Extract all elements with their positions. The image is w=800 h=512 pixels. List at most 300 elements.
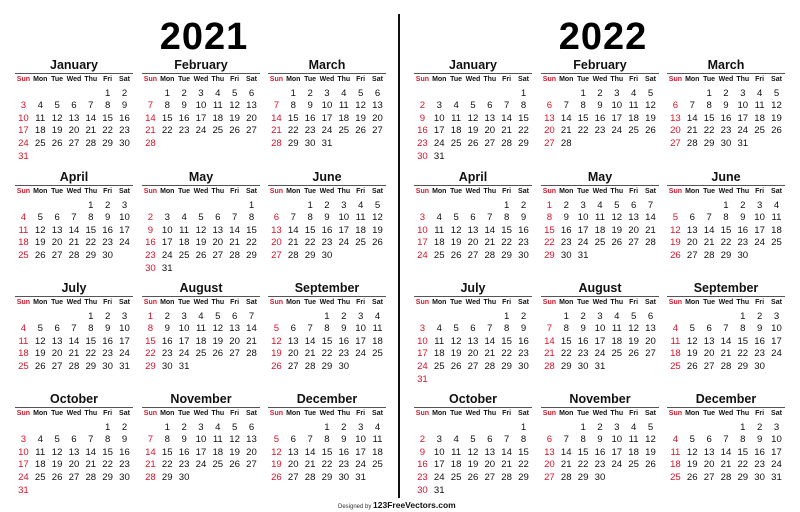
- day-cell: 15: [720, 224, 732, 236]
- empty-cell: [32, 485, 49, 498]
- day-cell: 11: [670, 446, 681, 458]
- day-cell: 11: [434, 224, 445, 236]
- day-cell: 7: [307, 323, 313, 335]
- day-cell: 24: [18, 471, 29, 483]
- day-cell: 6: [71, 434, 77, 446]
- day-cell: 2: [307, 87, 313, 99]
- month-name: May: [188, 170, 214, 184]
- day-cell: 21: [484, 348, 496, 360]
- day-cell: 31: [577, 249, 589, 261]
- footer-credit: [338, 500, 456, 512]
- weekday-label: Wed: [592, 410, 608, 417]
- day-cell: 11: [372, 434, 383, 446]
- day-cell: 20: [372, 112, 383, 124]
- day-cell: 5: [689, 434, 695, 446]
- day-cell: 12: [686, 335, 698, 347]
- empty-cell: [99, 485, 116, 498]
- day-cell: 21: [85, 459, 97, 471]
- weekday-label: Wed: [66, 299, 82, 306]
- day-cell: 27: [628, 237, 639, 249]
- empty-cell: [718, 422, 735, 435]
- day-cell: 30: [417, 484, 428, 496]
- day-cell: 28: [720, 471, 732, 483]
- day-cell: 16: [577, 335, 589, 347]
- month-name: February: [174, 58, 228, 72]
- empty-cell: [448, 88, 465, 101]
- day-cell: 25: [178, 249, 190, 261]
- day-cell: 31: [355, 471, 366, 483]
- day-cell: 6: [54, 212, 60, 224]
- week-row: [667, 250, 785, 263]
- day-cell: 17: [594, 335, 606, 347]
- footer-site: 123FreeVectors.com: [373, 500, 456, 510]
- month-november: [541, 392, 659, 485]
- day-cell: 22: [161, 459, 173, 471]
- day-cell: 13: [645, 323, 656, 335]
- day-cell: 31: [771, 471, 782, 483]
- day-cell: 24: [178, 348, 190, 360]
- day-cell: 19: [771, 112, 782, 124]
- day-cell: 23: [178, 125, 190, 137]
- day-cell: 11: [670, 335, 681, 347]
- day-cell: 15: [321, 446, 333, 458]
- empty-cell: [209, 200, 226, 213]
- day-cell: 29: [518, 137, 529, 149]
- month-june: [667, 170, 785, 263]
- day-cell: 6: [706, 323, 712, 335]
- weekday-label: Tue: [178, 188, 191, 195]
- empty-cell: [352, 250, 369, 263]
- day-cell: 19: [670, 237, 681, 249]
- day-cell: 30: [304, 137, 316, 149]
- day-cell: 23: [417, 137, 428, 149]
- day-cell: 31: [178, 360, 190, 372]
- day-cell: 9: [520, 212, 527, 224]
- day-cell: 4: [20, 323, 27, 335]
- week-row: [142, 336, 260, 349]
- day-cell: 25: [212, 125, 224, 137]
- empty-cell: [243, 361, 260, 374]
- day-cell: 18: [178, 237, 190, 249]
- day-cell: 14: [85, 446, 97, 458]
- day-cell: 12: [51, 112, 63, 124]
- day-cell: 20: [68, 125, 80, 137]
- day-cell: 21: [703, 237, 715, 249]
- empty-cell: [667, 88, 684, 101]
- week-row: [268, 323, 386, 336]
- day-cell: 20: [686, 237, 698, 249]
- week-row: [142, 263, 260, 276]
- day-cell: 8: [520, 100, 527, 112]
- empty-cell: [625, 361, 642, 374]
- empty-cell: [99, 151, 116, 164]
- day-cell: 29: [145, 360, 156, 372]
- empty-cell: [498, 422, 515, 435]
- week-row: [268, 225, 386, 238]
- day-cell: 21: [484, 237, 496, 249]
- day-cell: 13: [544, 446, 555, 458]
- empty-cell: [608, 361, 625, 374]
- weekday-label: Sun: [143, 76, 158, 83]
- day-cell: 15: [501, 335, 512, 347]
- day-cell: 29: [577, 471, 589, 483]
- day-cell: 12: [229, 434, 240, 446]
- day-cell: 7: [290, 212, 296, 224]
- weekday-label: Mon: [685, 76, 700, 83]
- month-name: August: [179, 281, 223, 295]
- empty-cell: [268, 200, 285, 213]
- day-cell: 9: [580, 323, 586, 335]
- day-cell: 20: [229, 335, 240, 347]
- day-cell: 5: [54, 434, 60, 446]
- day-cell: 2: [341, 310, 347, 322]
- day-cell: 14: [229, 224, 240, 236]
- day-cell: 14: [68, 224, 80, 236]
- day-cell: 6: [546, 434, 553, 446]
- day-cell: 14: [145, 446, 156, 458]
- weekday-label: Sat: [119, 76, 130, 83]
- day-cell: 15: [304, 224, 316, 236]
- day-cell: 4: [181, 212, 187, 224]
- day-cell: 11: [451, 112, 462, 124]
- empty-cell: [592, 250, 609, 263]
- week-row: [414, 323, 532, 336]
- empty-cell: [515, 374, 532, 387]
- day-cell: 20: [51, 348, 63, 360]
- day-cell: 31: [321, 137, 333, 149]
- day-cell: 10: [18, 446, 29, 458]
- day-cell: 25: [754, 125, 765, 137]
- empty-cell: [642, 138, 659, 151]
- day-cell: 26: [686, 360, 698, 372]
- day-cell: 4: [374, 421, 381, 433]
- day-cell: 14: [484, 335, 496, 347]
- weekday-label: Thu: [337, 299, 351, 306]
- weekday-label: Fri: [629, 76, 639, 83]
- day-cell: 15: [737, 446, 749, 458]
- empty-cell: [159, 200, 176, 213]
- day-cell: 7: [231, 212, 238, 224]
- day-cell: 25: [18, 360, 29, 372]
- day-cell: 3: [121, 199, 128, 211]
- weekday-label: Fri: [502, 76, 512, 83]
- day-cell: 24: [611, 125, 623, 137]
- day-cell: 5: [647, 87, 654, 99]
- day-cell: 21: [304, 348, 316, 360]
- empty-cell: [335, 250, 352, 263]
- day-cell: 12: [229, 100, 240, 112]
- day-cell: 26: [611, 237, 623, 249]
- day-cell: 20: [68, 459, 80, 471]
- day-cell: 28: [85, 137, 97, 149]
- day-cell: 30: [102, 249, 113, 261]
- month-name: July: [61, 281, 87, 295]
- empty-cell: [193, 472, 210, 485]
- weekday-label: Mon: [559, 76, 574, 83]
- day-cell: 5: [689, 323, 695, 335]
- day-cell: 21: [229, 237, 240, 249]
- day-cell: 1: [520, 87, 527, 99]
- empty-cell: [268, 422, 285, 435]
- day-cell: 15: [161, 446, 173, 458]
- day-cell: 15: [518, 112, 529, 124]
- empty-cell: [481, 200, 498, 213]
- empty-cell: [608, 472, 625, 485]
- day-cell: 5: [357, 87, 364, 99]
- week-row: [667, 336, 785, 349]
- empty-cell: [32, 151, 49, 164]
- week-row: [268, 250, 386, 263]
- day-cell: 30: [737, 249, 749, 261]
- day-cell: 10: [417, 335, 428, 347]
- day-cell: 1: [740, 421, 746, 433]
- day-cell: 16: [321, 224, 333, 236]
- day-cell: 10: [119, 212, 130, 224]
- week-row: [541, 113, 659, 126]
- day-cell: 3: [614, 421, 620, 433]
- weekday-label: Fri: [755, 410, 765, 417]
- day-cell: 23: [720, 125, 732, 137]
- weekday-label: Sat: [645, 188, 656, 195]
- day-cell: 9: [563, 212, 569, 224]
- day-cell: 7: [88, 434, 94, 446]
- week-row: [541, 125, 659, 138]
- day-cell: 28: [501, 137, 512, 149]
- weekday-label: Thu: [610, 410, 624, 417]
- day-cell: 28: [686, 137, 698, 149]
- empty-cell: [243, 138, 260, 151]
- day-cell: 17: [611, 446, 623, 458]
- weekday-label: Wed: [592, 188, 608, 195]
- year-2021-calendar: [15, 0, 393, 500]
- day-cell: 3: [740, 87, 746, 99]
- week-row: [414, 225, 532, 238]
- day-cell: 3: [164, 212, 170, 224]
- day-cell: 6: [273, 212, 280, 224]
- weekday-label: Fri: [755, 299, 765, 306]
- empty-cell: [49, 151, 66, 164]
- weekday-label: Tue: [450, 299, 463, 306]
- day-cell: 29: [102, 471, 113, 483]
- day-cell: 15: [85, 224, 97, 236]
- month-rule: [268, 407, 386, 408]
- empty-cell: [431, 374, 448, 387]
- day-cell: 13: [246, 434, 257, 446]
- day-cell: 27: [703, 360, 715, 372]
- weekday-label: Thu: [483, 410, 497, 417]
- day-cell: 27: [467, 249, 479, 261]
- day-cell: 25: [771, 237, 782, 249]
- day-cell: 19: [51, 459, 63, 471]
- day-cell: 9: [740, 212, 746, 224]
- day-cell: 23: [754, 348, 765, 360]
- day-cell: 1: [706, 87, 712, 99]
- day-cell: 23: [560, 237, 572, 249]
- day-cell: 2: [341, 421, 347, 433]
- day-cell: 20: [544, 125, 555, 137]
- day-cell: 31: [433, 484, 445, 496]
- day-cell: 29: [703, 137, 715, 149]
- day-cell: 2: [520, 199, 527, 211]
- day-cell: 19: [229, 446, 240, 458]
- empty-cell: [498, 151, 515, 164]
- day-cell: 24: [771, 348, 782, 360]
- day-cell: 27: [246, 125, 257, 137]
- day-cell: 9: [341, 323, 347, 335]
- day-cell: 14: [145, 112, 156, 124]
- day-cell: 2: [597, 421, 603, 433]
- day-cell: 4: [436, 212, 442, 224]
- day-cell: 7: [689, 100, 695, 112]
- day-cell: 31: [161, 262, 173, 274]
- day-cell: 13: [544, 112, 555, 124]
- week-row: [142, 125, 260, 138]
- day-cell: 6: [374, 87, 381, 99]
- empty-cell: [32, 200, 49, 213]
- empty-cell: [541, 311, 558, 324]
- day-cell: 22: [577, 125, 589, 137]
- day-cell: 9: [520, 323, 527, 335]
- day-cell: 25: [594, 237, 606, 249]
- weekday-header: [15, 298, 133, 311]
- weekday-label: Sat: [771, 410, 782, 417]
- empty-cell: [684, 311, 701, 324]
- day-cell: 27: [484, 471, 496, 483]
- weekday-label: Mon: [685, 410, 700, 417]
- weekday-label: Sat: [372, 188, 383, 195]
- day-cell: 19: [450, 348, 462, 360]
- day-cell: 22: [501, 237, 512, 249]
- day-cell: 23: [518, 237, 529, 249]
- weekday-label: Mon: [286, 188, 301, 195]
- day-cell: 22: [85, 237, 97, 249]
- week-row: [142, 100, 260, 113]
- empty-cell: [608, 250, 625, 263]
- empty-cell: [369, 472, 386, 485]
- week-row: [667, 200, 785, 213]
- day-cell: 20: [287, 459, 299, 471]
- weekday-label: Tue: [703, 410, 716, 417]
- day-cell: 27: [68, 471, 80, 483]
- day-cell: 10: [771, 323, 782, 335]
- day-cell: 7: [487, 323, 493, 335]
- day-cell: 13: [686, 224, 698, 236]
- year-title: 2022: [558, 16, 648, 58]
- day-cell: 29: [85, 360, 97, 372]
- day-cell: 12: [51, 446, 63, 458]
- empty-cell: [431, 422, 448, 435]
- weekday-label: Sun: [143, 299, 158, 306]
- day-cell: 25: [670, 471, 681, 483]
- month-april: [414, 170, 532, 263]
- day-cell: 4: [37, 100, 43, 112]
- day-cell: 7: [647, 199, 654, 211]
- week-row: [15, 125, 133, 138]
- day-cell: 12: [34, 224, 46, 236]
- day-cell: 22: [737, 348, 749, 360]
- day-cell: 20: [484, 125, 496, 137]
- month-july: [15, 281, 133, 374]
- day-cell: 29: [321, 471, 333, 483]
- weekday-label: Thu: [211, 410, 225, 417]
- month-april: [15, 170, 133, 263]
- weekday-label: Sat: [645, 299, 656, 306]
- day-cell: 15: [102, 446, 113, 458]
- day-cell: 12: [645, 100, 656, 112]
- day-cell: 16: [754, 335, 765, 347]
- empty-cell: [285, 422, 302, 435]
- week-row: [268, 100, 386, 113]
- day-cell: 5: [470, 100, 476, 112]
- month-rule: [268, 73, 386, 74]
- day-cell: 5: [273, 323, 280, 335]
- week-row: [541, 459, 659, 472]
- month-name: May: [587, 170, 613, 184]
- weekday-label: Tue: [178, 299, 191, 306]
- day-cell: 4: [20, 212, 27, 224]
- day-cell: 18: [338, 112, 350, 124]
- empty-cell: [193, 361, 210, 374]
- empty-cell: [32, 422, 49, 435]
- day-cell: 19: [611, 224, 623, 236]
- weekday-label: Sat: [645, 76, 656, 83]
- day-cell: 24: [355, 348, 366, 360]
- weekday-label: Thu: [736, 410, 750, 417]
- day-cell: 16: [102, 224, 113, 236]
- day-cell: 20: [544, 459, 555, 471]
- empty-cell: [176, 200, 193, 213]
- day-cell: 10: [195, 434, 207, 446]
- day-cell: 12: [372, 212, 383, 224]
- week-row: [667, 225, 785, 238]
- month-rule: [667, 73, 785, 74]
- day-cell: 26: [467, 471, 479, 483]
- week-row: [15, 212, 133, 225]
- day-cell: 12: [467, 446, 479, 458]
- week-row: [268, 472, 386, 485]
- empty-cell: [193, 138, 210, 151]
- day-cell: 22: [577, 459, 589, 471]
- empty-cell: [498, 485, 515, 498]
- day-cell: 2: [756, 421, 763, 433]
- day-cell: 10: [355, 434, 366, 446]
- month-rule: [541, 296, 659, 297]
- week-row: [667, 311, 785, 324]
- week-row: [414, 311, 532, 324]
- day-cell: 13: [246, 100, 257, 112]
- day-cell: 8: [147, 323, 154, 335]
- weekday-label: Sun: [542, 76, 557, 83]
- day-cell: 24: [18, 137, 29, 149]
- day-cell: 1: [503, 310, 510, 322]
- weekday-header: [667, 298, 785, 311]
- day-cell: 7: [307, 434, 313, 446]
- day-cell: 3: [341, 199, 347, 211]
- day-cell: 25: [355, 237, 366, 249]
- day-cell: 28: [246, 348, 257, 360]
- day-cell: 15: [737, 335, 749, 347]
- day-cell: 16: [119, 112, 130, 124]
- month-rule: [667, 185, 785, 186]
- day-cell: 25: [433, 249, 445, 261]
- day-cell: 14: [686, 112, 698, 124]
- week-row: [268, 200, 386, 213]
- day-cell: 15: [102, 112, 113, 124]
- day-cell: 8: [324, 323, 330, 335]
- weekday-label: Mon: [160, 188, 175, 195]
- month-rule: [667, 296, 785, 297]
- empty-cell: [465, 151, 482, 164]
